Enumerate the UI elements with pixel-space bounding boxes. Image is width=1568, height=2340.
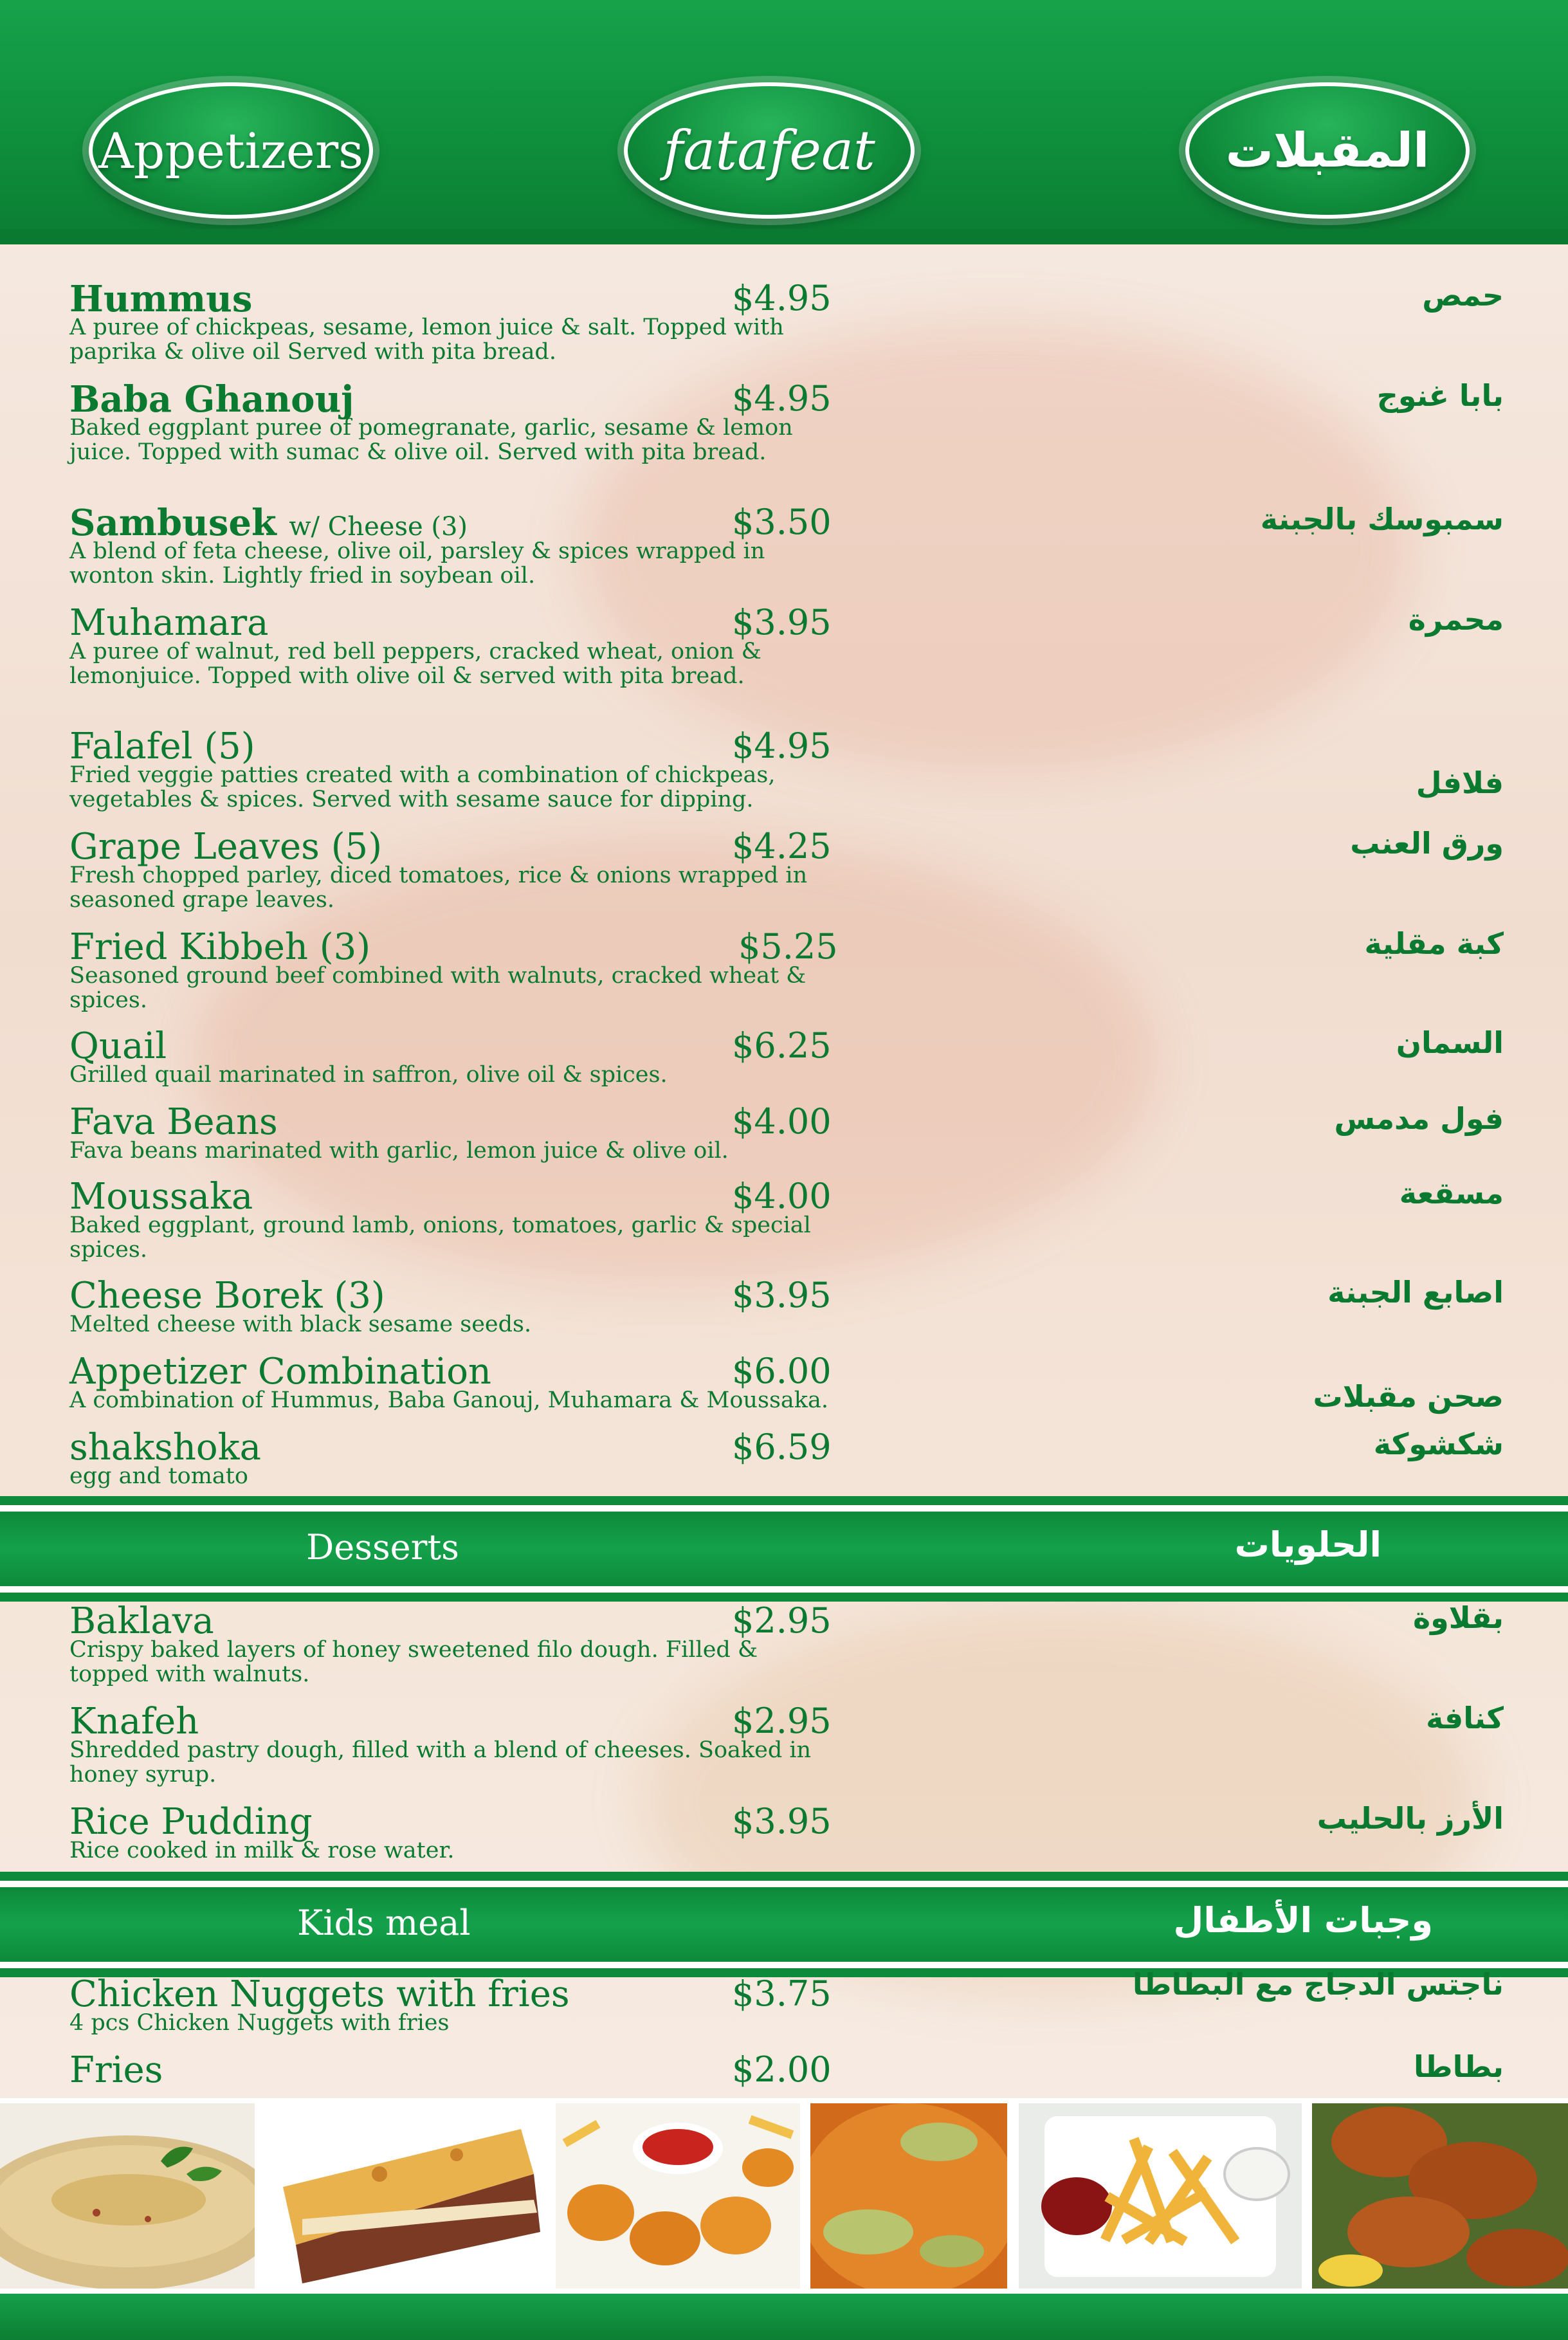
item-name: Fried Kibbeh (3)	[69, 926, 371, 968]
item-description: Baked eggplant, ground lamb, onions, tomatoes, garlic & special spices.	[69, 1212, 811, 1263]
item-arabic-name: الأرز بالحليب	[1317, 1801, 1504, 1836]
item-price: $4.25	[732, 826, 832, 866]
kibbeh-photo	[1312, 2103, 1568, 2289]
item-arabic-name: السمان	[1396, 1025, 1504, 1060]
item-price: $2.95	[732, 1701, 832, 1741]
item-price: $5.25	[738, 926, 838, 967]
item-arabic-name: بطاطا	[1414, 2049, 1504, 2084]
item-name: Falafel (5)	[69, 726, 255, 767]
item-price: $3.95	[732, 1275, 832, 1315]
item-price: $6.25	[732, 1025, 832, 1066]
item-arabic-name: سمبوسك بالجبنة	[1260, 502, 1504, 536]
item-description: Fried veggie patties created with a combination of chickpeas, vegetables & spices. Served with sesame sauce for dipping.	[69, 762, 776, 812]
item-description: Fresh chopped parley, diced tomatoes, rice & onions wrapped in seasoned grape leaves.	[69, 863, 808, 913]
item-name-text: Sambusek	[69, 502, 277, 544]
item-name: Hummus	[69, 278, 253, 320]
hummus-photo	[0, 2103, 255, 2289]
item-arabic-name: ناجتس الدجاج مع البطاطا	[1132, 1967, 1504, 2002]
item-arabic-name: كنافة	[1426, 1701, 1504, 1735]
item-name: Grape Leaves (5)	[69, 826, 383, 868]
desserts-arabic-heading: الحلويات	[1234, 1524, 1381, 1565]
item-description: A combination of Hummus, Baba Ganouj, Muhamara & Moussaka.	[69, 1387, 828, 1413]
item-description: A puree of chickpeas, sesame, lemon juice & salt. Topped with paprika & olive oil Served with pita bread.	[69, 315, 784, 365]
item-arabic-name: بابا غنوج	[1376, 378, 1504, 413]
item-description: Shredded pastry dough, filled with a blend of cheeses. Soaked in honey syrup.	[69, 1737, 812, 1787]
fries-image	[1019, 2103, 1302, 2289]
kids-meal-arabic-heading: وجبات الأطفال	[1173, 1900, 1433, 1941]
item-arabic-name: فلافل	[1416, 765, 1504, 800]
item-price: $3.75	[732, 1973, 832, 2014]
item-price: $4.00	[732, 1176, 832, 1216]
appetizers-title-badge	[89, 82, 373, 219]
item-price: $6.59	[732, 1427, 832, 1467]
kibbeh-image	[1312, 2103, 1568, 2289]
item-description: Melted cheese with black sesame seeds.	[69, 1312, 532, 1337]
item-description: egg and tomato	[69, 1463, 248, 1489]
item-description: Crispy baked layers of honey sweetened filo dough. Filled & topped with walnuts.	[69, 1637, 758, 1687]
item-price: $4.00	[732, 1101, 832, 1142]
food-photo-strip	[0, 2098, 1568, 2294]
appetizers-arabic-badge	[1185, 82, 1470, 219]
item-description: Rice cooked in milk & rose water.	[69, 1838, 455, 1863]
item-name: Moussaka	[69, 1176, 253, 1218]
moussaka-image	[264, 2103, 547, 2289]
appetizers-arabic-title: المقبلات	[1225, 123, 1430, 178]
item-name: Cheese Borek (3)	[69, 1275, 385, 1317]
item-arabic-name: حمص	[1422, 278, 1504, 313]
chicken-nuggets-photo	[556, 2103, 800, 2289]
item-description: Fava beans marinated with garlic, lemon juice & olive oil.	[69, 1138, 729, 1164]
item-name: Fries	[69, 2049, 163, 2091]
fries-photo	[1019, 2103, 1302, 2289]
item-name: Rice Pudding	[69, 1801, 313, 1843]
item-arabic-name: كبة مقلية	[1364, 926, 1504, 961]
item-description: 4 pcs Chicken Nuggets with fries	[69, 2010, 450, 2036]
kids-meal-section-bar	[0, 1881, 1568, 1968]
item-price: $2.00	[732, 2049, 832, 2090]
item-price: $4.95	[732, 278, 832, 318]
knafeh-image	[810, 2103, 1007, 2289]
item-price: $3.50	[732, 502, 832, 542]
footer-band	[0, 2294, 1568, 2340]
kids-meal-heading: Kids meal	[297, 1903, 471, 1943]
hummus-image	[0, 2103, 255, 2289]
item-name: shakshoka	[69, 1427, 261, 1468]
chicken-nuggets-image	[556, 2103, 800, 2289]
item-description: A blend of feta cheese, olive oil, parsley & spices wrapped in wonton skin. Lightly fried in soybean oil.	[69, 538, 765, 589]
item-arabic-name: مسقعة	[1399, 1176, 1504, 1211]
item-arabic-name: بقلاوة	[1412, 1600, 1504, 1635]
item-price: $4.95	[732, 726, 832, 766]
item-arabic-name: ورق العنب	[1350, 826, 1504, 861]
item-name: Knafeh	[69, 1701, 199, 1742]
item-name: Quail	[69, 1025, 167, 1067]
knafeh-photo	[810, 2103, 1007, 2289]
item-description: A puree of walnut, red bell peppers, cracked wheat, onion & lemonjuice. Topped with olive oil & served with pita bread.	[69, 639, 761, 689]
desserts-section-bar	[0, 1505, 1568, 1593]
item-price: $3.95	[732, 1801, 832, 1842]
item-arabic-name: صحن مقبلات	[1313, 1379, 1504, 1414]
brand-logo	[624, 82, 915, 219]
item-price: $6.00	[732, 1351, 832, 1391]
brand-name: fatafeat	[663, 119, 875, 182]
item-name: Baba Ghanouj	[69, 378, 354, 421]
item-name: Baklava	[69, 1600, 214, 1642]
moussaka-photo	[264, 2103, 547, 2289]
item-description: Baked eggplant puree of pomegranate, garlic, sesame & lemon juice. Topped with sumac & olive oil. Served with pita bread.	[69, 415, 793, 465]
item-price: $4.95	[732, 378, 832, 419]
header-banner	[0, 0, 1568, 244]
item-arabic-name: محمرة	[1408, 602, 1504, 637]
item-name: Appetizer Combination	[69, 1351, 491, 1393]
item-name: Chicken Nuggets with fries	[69, 1973, 570, 2015]
item-arabic-name: اصابع الجبنة	[1327, 1275, 1504, 1310]
appetizers-title: Appetizers	[98, 122, 364, 179]
item-price: $3.95	[732, 602, 832, 643]
item-description: Seasoned ground beef combined with walnuts, cracked wheat & spices.	[69, 963, 807, 1013]
desserts-heading: Desserts	[306, 1527, 459, 1568]
item-name: Fava Beans	[69, 1101, 278, 1143]
item-name-note: w/ Cheese (3)	[289, 512, 468, 542]
item-arabic-name: شكشوكة	[1373, 1427, 1504, 1461]
item-name: Muhamara	[69, 602, 269, 644]
item-arabic-name: فول مدمس	[1334, 1101, 1504, 1136]
item-price: $2.95	[732, 1600, 832, 1641]
item-description: Grilled quail marinated in saffron, olive oil & spices.	[69, 1062, 668, 1088]
